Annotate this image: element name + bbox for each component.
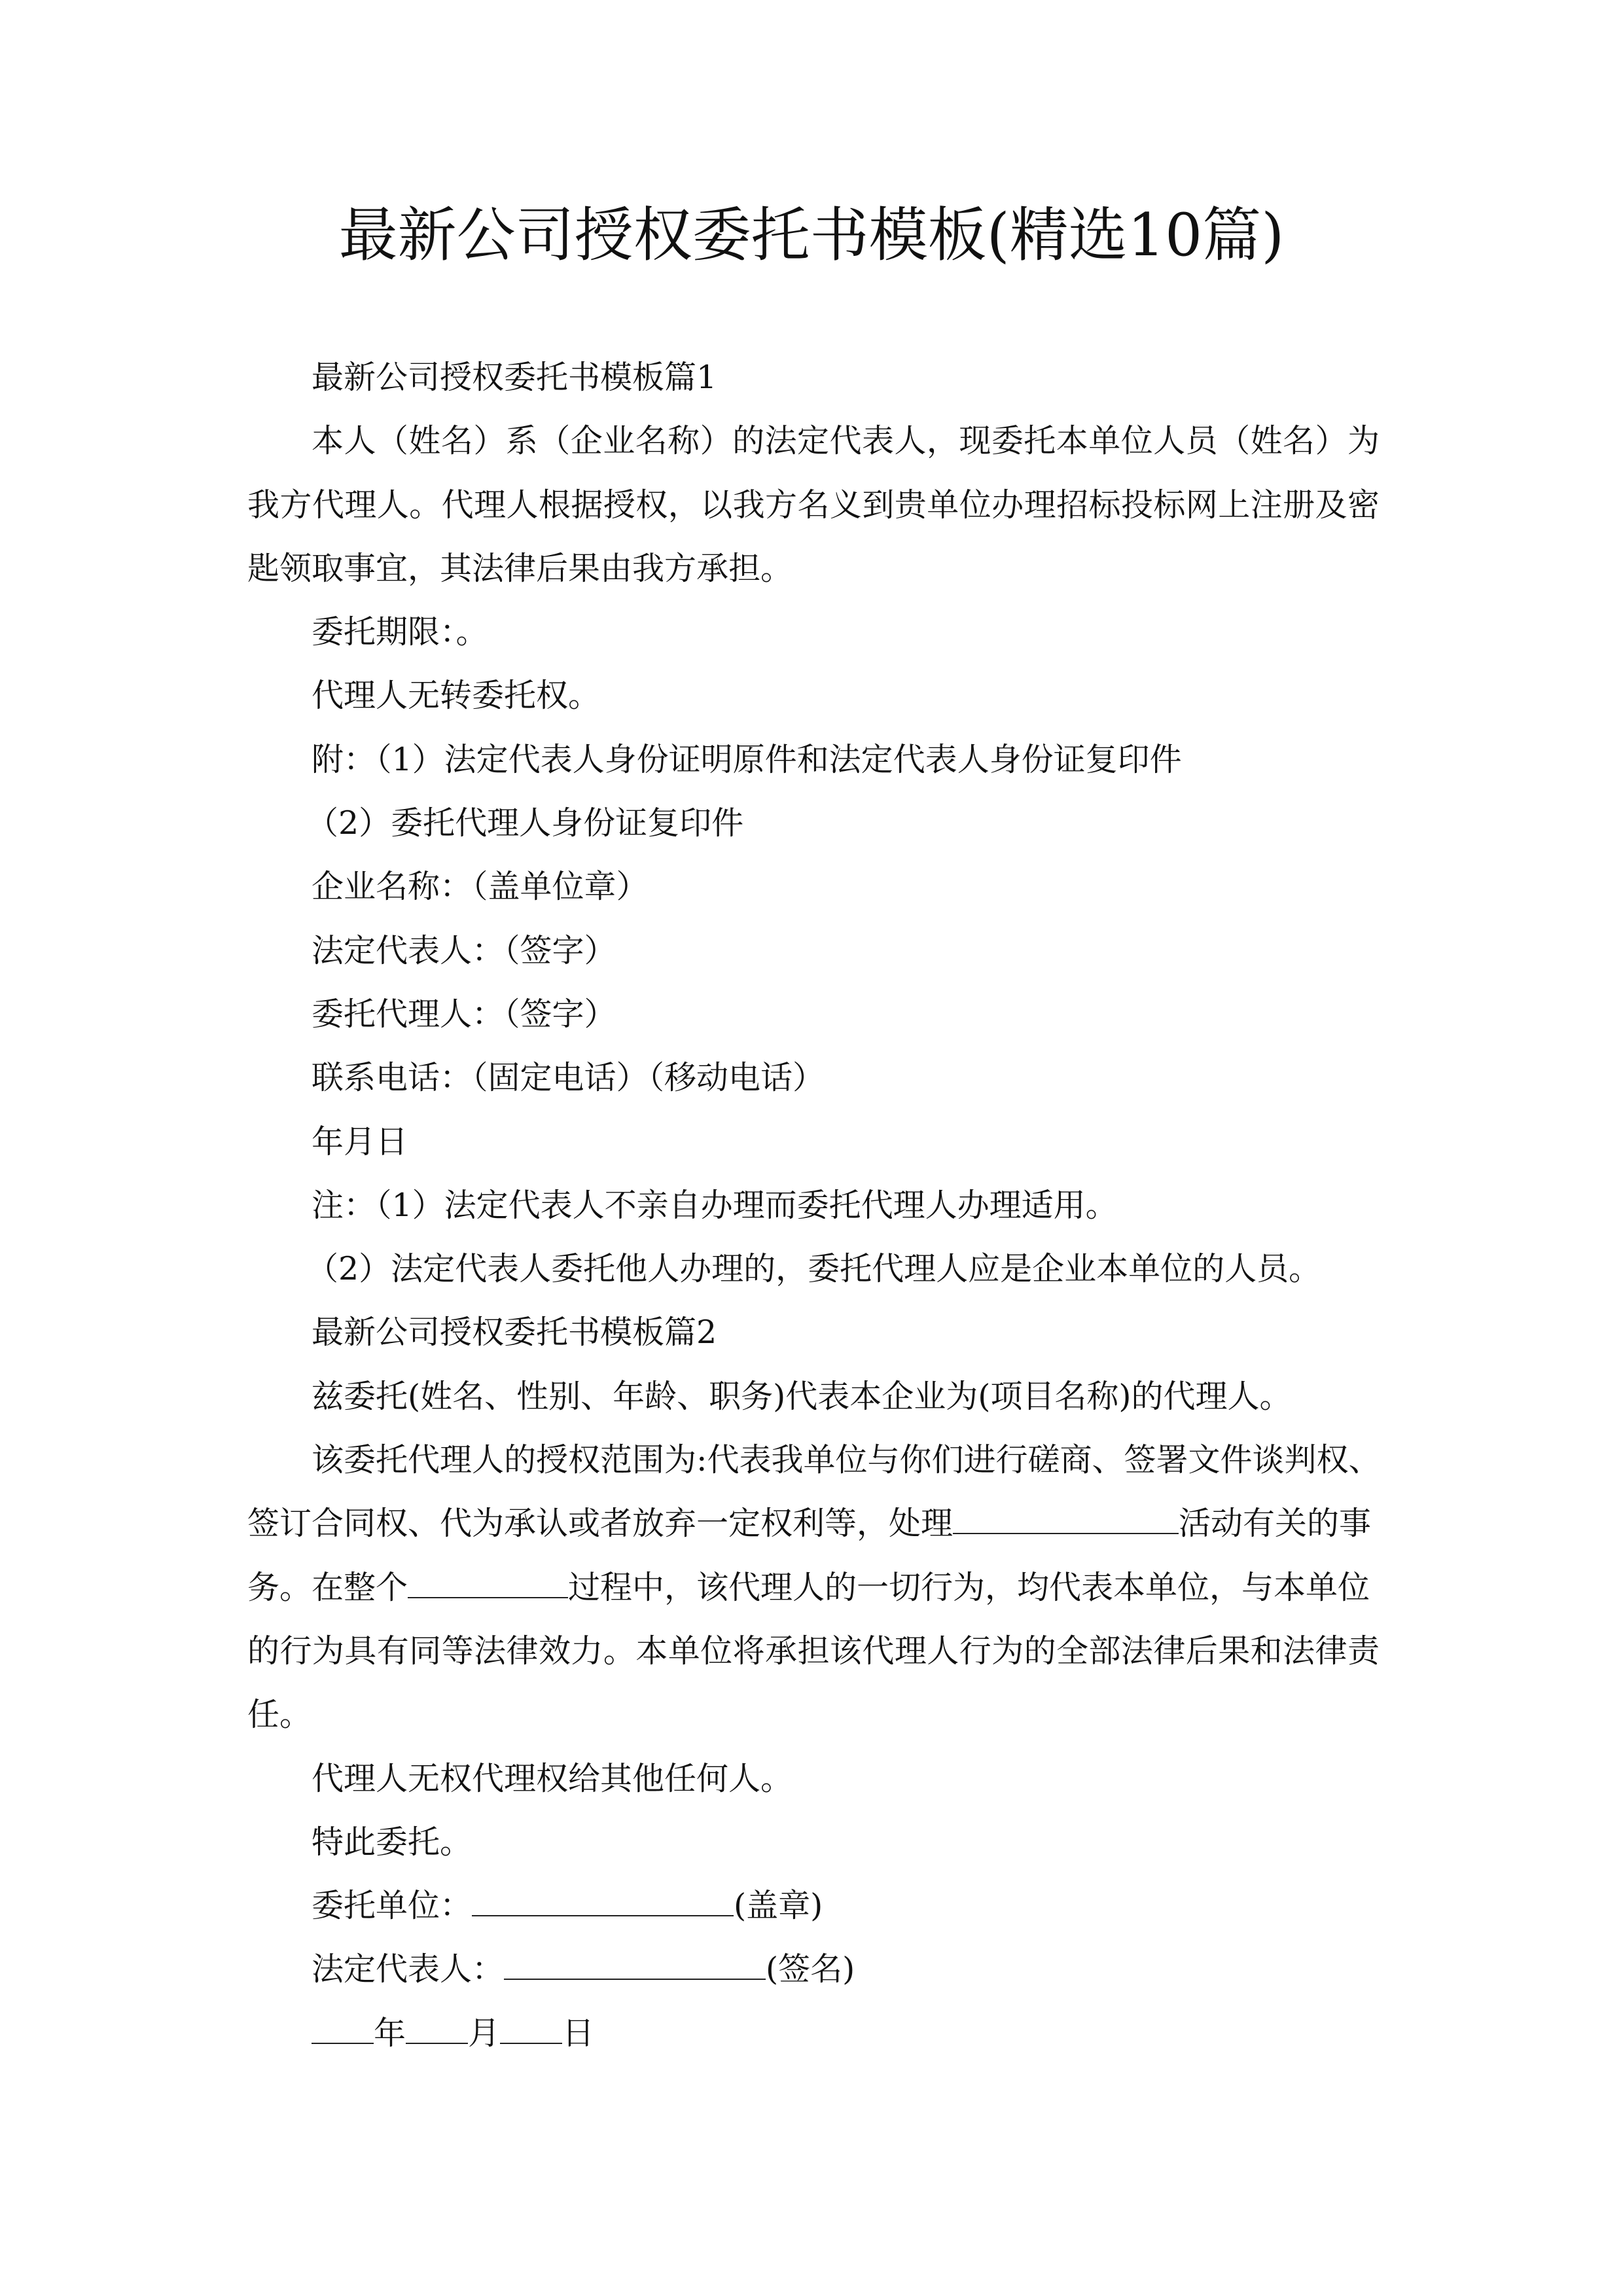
section1-para-line: 匙领取事宜，其法律后果由我方承担。 [247, 549, 793, 587]
scope-text: 务。在整个 [247, 1568, 408, 1606]
phone-line: 联系电话：（固定电话）（移动电话） [312, 1059, 825, 1097]
section2-heading: 最新公司授权委托书模板篇2 [312, 1314, 717, 1352]
section1-para-line: 我方代理人。代理人根据授权，以我方名义到贵单位办理招标投标网上注册及密 [247, 486, 1380, 524]
month-label: 月 [468, 2014, 501, 2052]
no-subdelegation-line: 代理人无转委托权。 [312, 677, 601, 715]
scope-line [247, 1492, 1380, 1555]
agent-line: 委托代理人：（签字） [312, 995, 616, 1033]
unit-sign-line [247, 1874, 1380, 1937]
section2-intro: 兹委托(姓名、性别、年龄、职务)代表本企业为(项目名称)的代理人。 [312, 1377, 1292, 1415]
date-line: 年月日 [312, 1122, 408, 1160]
term-line: 委托期限：。 [312, 613, 488, 651]
rep-label: 法定代表人： [312, 1950, 505, 1988]
day-label: 日 [562, 2014, 595, 2052]
unit-suffix: (盖章) [734, 1887, 823, 1925]
legal-rep-line: 法定代表人：（签字） [312, 931, 616, 969]
blank-field [312, 2017, 374, 2044]
scope-line: 的行为具有同等法律效力。本单位将承担该代理人行为的全部法律后果和法律责 [247, 1632, 1380, 1670]
blank-field [504, 1952, 766, 1980]
year-label: 年 [374, 2014, 406, 2052]
scope-line [247, 1556, 1380, 1619]
rep-sign-line [247, 1937, 1380, 2001]
scope-text: 签订合同权、代为承认或者放弃一定权利等，处理 [247, 1505, 954, 1543]
note-1: 注：（1）法定代表人不亲自办理而委托代理人办理适用。 [312, 1186, 1118, 1224]
section1-para-line: 本人（姓名）系（企业名称）的法定代表人，现委托本单位人员（姓名）为 [312, 422, 1380, 460]
date-sign-line [247, 2001, 1380, 2065]
blank-field [406, 2017, 468, 2044]
note-2: （2）法定代表人委托他人办理的，委托代理人应是企业本单位的人员。 [306, 1250, 1321, 1288]
scope-line: 任。 [247, 1696, 312, 1734]
section1-heading: 最新公司授权委托书模板篇1 [312, 359, 717, 396]
scope-text: 过程中，该代理人的一切行为，均代表本单位，与本单位 [568, 1568, 1370, 1606]
company-line: 企业名称：（盖单位章） [312, 868, 649, 906]
attachment-1: 附：（1）法定代表人身份证明原件和法定代表人身份证复印件 [312, 740, 1182, 778]
document-title: 最新公司授权委托书模板(精选10篇) [338, 201, 1285, 270]
special-entrust-line: 特此委托。 [312, 1823, 473, 1861]
blank-field [500, 2017, 562, 2044]
blank-field [472, 1889, 734, 1916]
unit-label: 委托单位： [312, 1887, 473, 1925]
blank-field [953, 1507, 1179, 1534]
document-body [247, 346, 1380, 2065]
scope-text: 活动有关的事 [1179, 1505, 1372, 1543]
blank-field [408, 1571, 568, 1598]
no-subdelegation-line: 代理人无权代理权给其他任何人。 [312, 1759, 793, 1797]
rep-suffix: (签名) [766, 1950, 855, 1988]
attachment-2: （2）委托代理人身份证复印件 [306, 804, 744, 842]
scope-line: 该委托代理人的授权范围为:代表我单位与你们进行磋商、签署文件谈判权、 [312, 1441, 1381, 1479]
